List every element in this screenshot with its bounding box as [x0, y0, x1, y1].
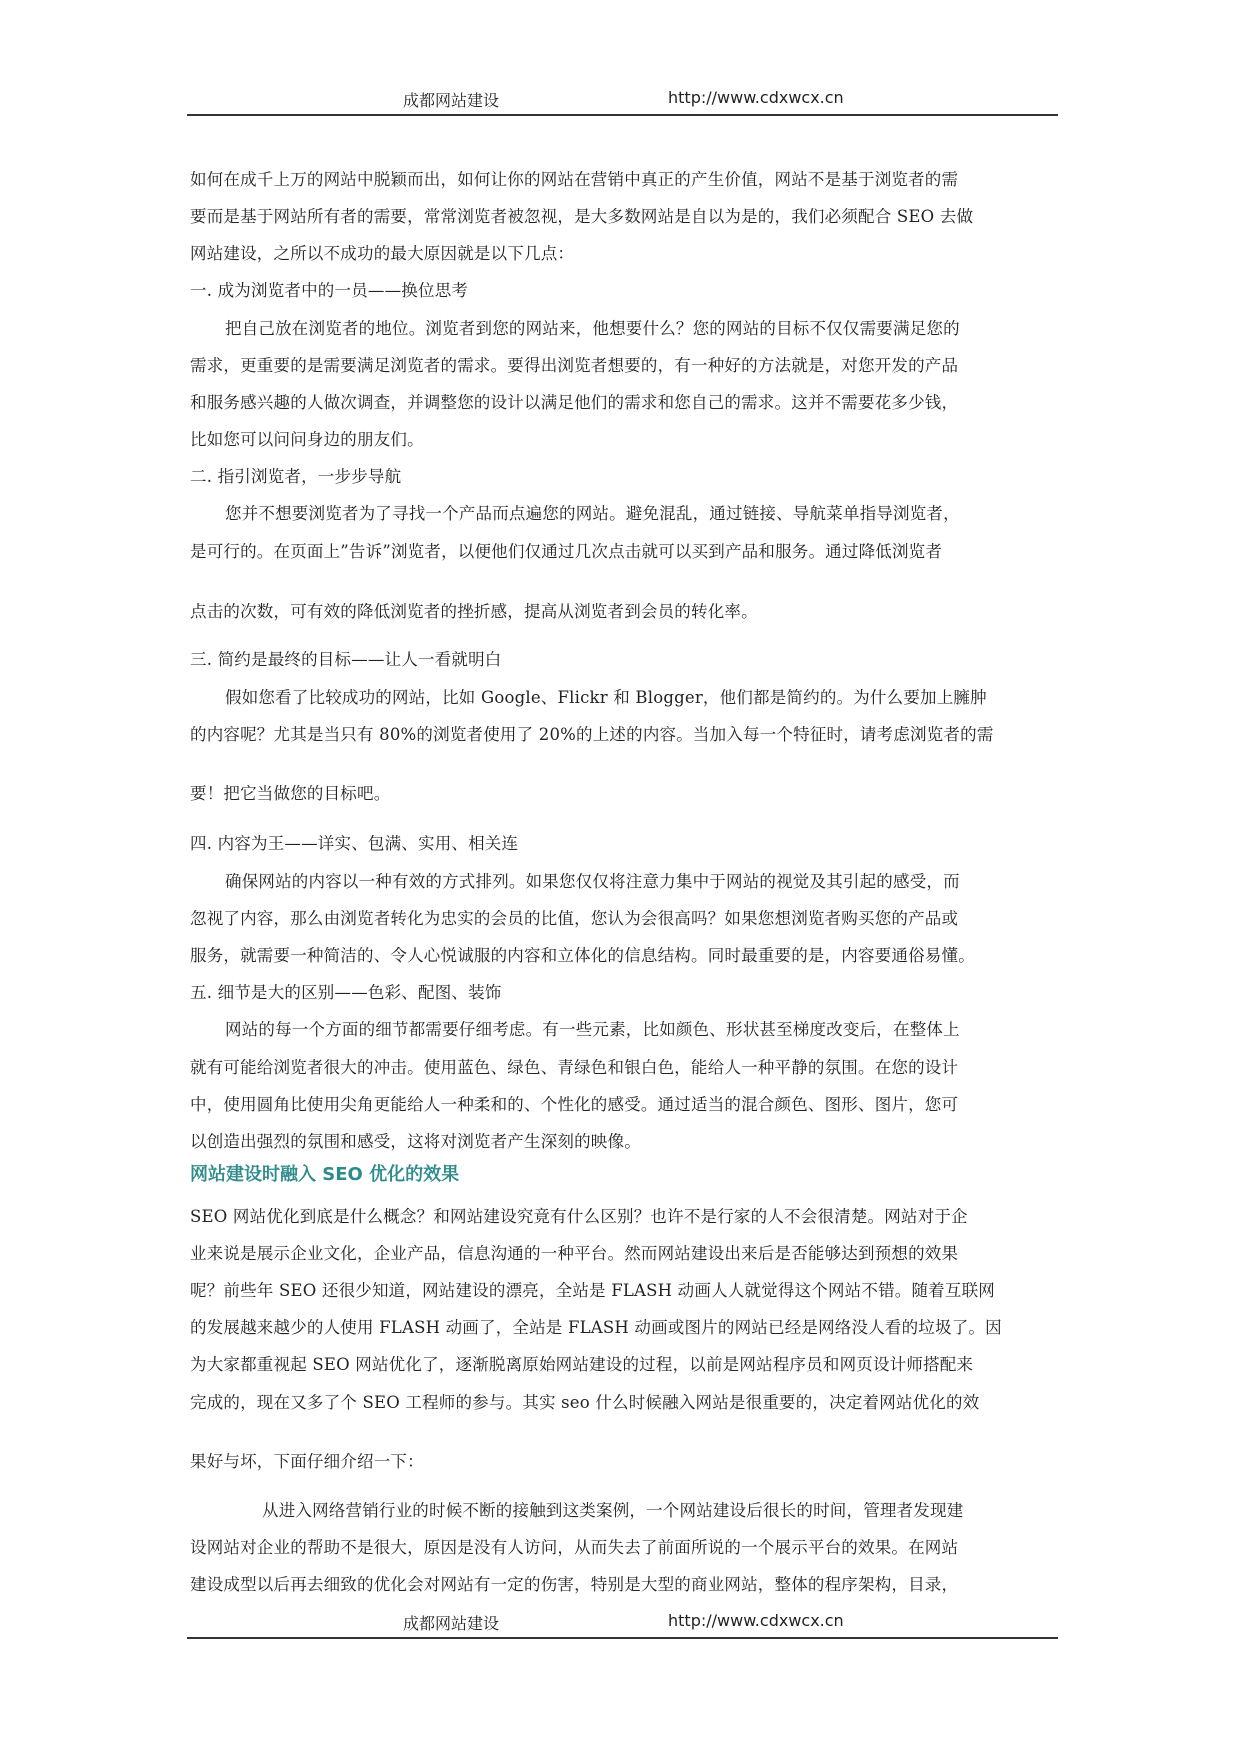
paragraph-line: 设网站对企业的帮助不是很大，原因是没有人访问，从而失去了前面所说的一个展示平台的效果。在网站 [190, 1538, 959, 1557]
paragraph-line: 以创造出强烈的氛围和感受，这将对浏览者产生深刻的映像。 [190, 1132, 641, 1151]
paragraph-line: 建设成型以后再去细致的优化会对网站有一定的伤害，特别是大型的商业网站，整体的程序架构，目录， [190, 1575, 959, 1594]
intro-line: 要而是基于网站所有者的需要，常常浏览者被忽视，是大多数网站是自以为是的，我们必须配合 SEO 去做 [190, 207, 974, 226]
paragraph-line: 您并不想要浏览者为了寻找一个产品而点遍您的网站。避免混乱，通过链接、导航菜单指导浏览者， [225, 504, 960, 523]
paragraph-line: 的内容呢？尤其是当只有 80%的浏览者使用了 20%的上述的内容。当加入每一个特征时，请考虑浏览者的需 [190, 725, 994, 744]
paragraph-line: 业来说是展示企业文化，企业产品，信息沟通的一种平台。然而网站建设出来后是否能够达到预想的效果 [190, 1244, 959, 1263]
header-url: http://www.cdxwcx.cn [668, 88, 844, 107]
footer-rule [187, 1637, 1058, 1639]
section-heading: 四. 内容为王——详实、包满、实用、相关连 [190, 834, 519, 853]
paragraph-line: 为大家都重视起 SEO 网站优化了，逐渐脱离原始网站建设的过程，以前是网站程序员和网页设计师搭配来 [190, 1355, 974, 1374]
section-heading: 三. 简约是最终的目标——让人一看就明白 [190, 650, 502, 669]
paragraph-line: 呢？前些年 SEO 还很少知道，网站建设的漂亮，全站是 FLASH 动画人人就觉得这个网站不错。随着互联网 [190, 1281, 995, 1300]
paragraph-line: 把自己放在浏览者的地位。浏览者到您的网站来，他想要什么？您的网站的目标不仅仅需要满足您的 [225, 319, 960, 338]
footer-url: http://www.cdxwcx.cn [668, 1611, 844, 1630]
footer-site-name: 成都网站建设 [403, 1614, 500, 1633]
paragraph-line: 的发展越来越少的人使用 FLASH 动画了，全站是 FLASH 动画或图片的网站已经是网络没人看的垃圾了。因 [190, 1318, 1002, 1337]
intro-line: 网站建设，之所以不成功的最大原因就是以下几点： [190, 244, 575, 263]
paragraph-line: 和服务感兴趣的人做次调查，并调整您的设计以满足他们的需求和您自己的需求。这并不需要花多少钱， [190, 393, 959, 412]
paragraph-line: 是可行的。在页面上”告诉”浏览者，以便他们仅通过几次点击就可以买到产品和服务。通过降低浏览者 [190, 542, 943, 561]
paragraph-line: 网站的每一个方面的细节都需要仔细考虑。有一些元素，比如颜色、形状甚至梯度改变后，在整体上 [225, 1020, 960, 1039]
section-heading: 一. 成为浏览者中的一员——换位思考 [190, 281, 469, 300]
paragraph-line: 点击的次数，可有效的降低浏览者的挫折感，提高从浏览者到会员的转化率。 [190, 602, 758, 621]
paragraph-line: 服务，就需要一种简洁的、令人心悦诚服的内容和立体化的信息结构。同时最重要的是，内容要通俗易懂。 [190, 946, 975, 965]
header-rule [187, 114, 1058, 116]
paragraph-line: 中，使用圆角比使用尖角更能给人一种柔和的、个性化的感受。通过适当的混合颜色、图形、图片，您可 [190, 1095, 959, 1114]
intro-line: 如何在成千上万的网站中脱颖而出，如何让你的网站在营销中真正的产生价值，网站不是基于浏览者的需 [190, 170, 959, 189]
header-site-name: 成都网站建设 [403, 91, 500, 110]
section-title: 网站建设时融入 SEO 优化的效果 [190, 1164, 460, 1185]
paragraph-line: 果好与坏，下面仔细介绍一下： [190, 1452, 424, 1471]
paragraph-line: 确保网站的内容以一种有效的方式排列。如果您仅仅将注意力集中于网站的视觉及其引起的感受，而 [225, 872, 960, 891]
paragraph-line: 从进入网络营销行业的时候不断的接触到这类案例，一个网站建设后很长的时间，管理者发现建 [262, 1501, 964, 1520]
paragraph-line: 要！把它当做您的目标吧。 [190, 784, 391, 803]
section-heading: 二. 指引浏览者，一步步导航 [190, 467, 402, 486]
paragraph-line: 完成的，现在又多了个 SEO 工程师的参与。其实 seo 什么时候融入网站是很重要的，决定着网站优化的效 [190, 1393, 980, 1412]
paragraph-line: 就有可能给浏览者很大的冲击。使用蓝色、绿色、青绿色和银白色，能给人一种平静的氛围。在您的设计 [190, 1058, 959, 1077]
paragraph-line: 忽视了内容，那么由浏览者转化为忠实的会员的比值，您认为会很高吗？如果您想浏览者购买您的产品或 [190, 909, 959, 928]
paragraph-line: 需求，更重要的是需要满足浏览者的需求。要得出浏览者想要的，有一种好的方法就是，对您开发的产品 [190, 356, 959, 375]
paragraph-line: 假如您看了比较成功的网站，比如 Google、Flickr 和 Blogger，他们都是简约的。为什么要加上臃肿 [225, 688, 987, 707]
paragraph-line: 比如您可以问问身边的朋友们。 [190, 430, 424, 449]
section-heading: 五. 细节是大的区别——色彩、配图、装饰 [190, 983, 502, 1002]
paragraph-line: SEO 网站优化到底是什么概念？和网站建设究竟有什么区别？也许不是行家的人不会很清楚。网站对于企 [190, 1207, 968, 1226]
